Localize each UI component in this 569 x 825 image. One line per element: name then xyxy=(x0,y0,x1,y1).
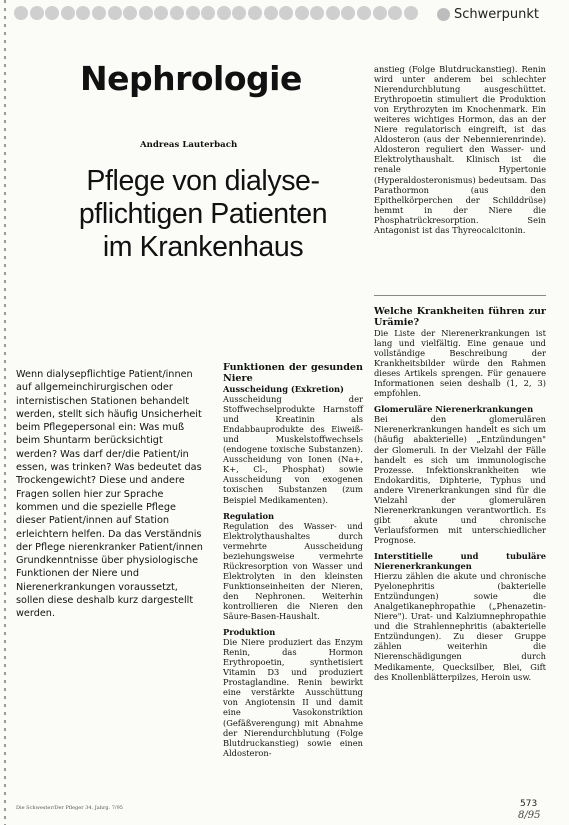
decorative-dot xyxy=(76,6,90,20)
decorative-dot xyxy=(30,6,44,20)
decorative-dot xyxy=(154,6,168,20)
decorative-dot xyxy=(186,6,200,20)
decorative-dot-row xyxy=(14,6,424,22)
column-2 xyxy=(223,362,363,758)
decorative-dot xyxy=(404,6,418,20)
bullet-icon xyxy=(437,8,450,21)
decorative-dot xyxy=(373,6,387,20)
decorative-dot xyxy=(295,6,309,20)
decorative-dot xyxy=(92,6,106,20)
lead-paragraph: Wenn dialysepflichtige Patient/innen auf allgemeinchirurgischen oder internistischen Stationen behandelt werden, stellt sich häufig Unsicherheit beim Pflegepersonal ein: Was muß beim Shuntarm berücksichtigt werden? Was darf der/die Patient/in essen, was trinken? Was bedeutet das Trockengewicht? Diese und andere Fragen sollen hier zur Sprache kommen und die spezielle Pflege dieser Patient/innen auf Station erleichtern helfen. Da das Verständnis der Pflege nierenkranker Patient/innen Grundkenntnisse über physiologische Funktionen der Niere und Nierenerkrankungen voraussetzt, sollen diese deshalb kurz dargestellt werden. xyxy=(16,369,203,620)
paragraph-hormone: anstieg (Folge Blutdruckanstieg). Renin wird unter anderem bei schlechter Nierendurchblutung ausgeschüttet. Erythropoetin stimuliert die Produktion von Erythrozyten im Knochenmark. Ein weiteres wichtiges Hormon, das an der Niere regulatorisch eingreift, ist das Aldosteron (aus der Nebennierenrinde). Aldosteron reguliert den Wasser- und Elektrolythaushalt. Klinisch ist die renale Hypertonie (Hyperaldosteronismus) bedeutsam. Das Parathormon (aus den Epithelkörperchen der Schilddrüse) hemmt in der Niere die Phosphatrückresorption. Sein Antagonist ist das Thyreocalcitonin. xyxy=(374,64,546,235)
title-line-2: pflichtigen Patienten xyxy=(78,198,328,230)
subheading-glomerulaere: Glomeruläre Nierenerkrankungen xyxy=(374,404,534,415)
title-line-3: im Krankenhaus xyxy=(102,231,304,263)
decorative-dot xyxy=(248,6,262,20)
decorative-dot xyxy=(326,6,340,20)
decorative-dot xyxy=(341,6,355,20)
decorative-dot xyxy=(232,6,246,20)
column-3-bottom xyxy=(374,306,546,682)
decorative-dot xyxy=(14,6,28,20)
decorative-dot xyxy=(201,6,215,20)
decorative-dot xyxy=(139,6,153,20)
decorative-dot xyxy=(264,6,278,20)
paragraph-interstitielle: Hierzu zählen die akute und chronische Pyelonephritis (bakterielle Entzündungen) sowie die Analgetikanephropathie („Phenazetin-Niere"). Urat- und Kalziumnephropathie und die Strahlennephritis (abakterielle Entzündungen). Zu dieser Gruppe zählen weiterhin die Nierenschädigungen durch Medikamente, Quecksilber, Blei, Gift des Knollenblätterpilzes, Heroin usw. xyxy=(374,571,546,682)
paragraph-uraemie: Die Liste der Nierenerkrankungen ist lang und vielfältig. Eine genaue und vollständige Beschreibung der Krankheitsbilder würde den Rahmen dieses Artikels sprengen. Für genauere Informationen seien deshalb (1, 2, 3) empfohlen. xyxy=(374,328,546,399)
decorative-dot xyxy=(279,6,293,20)
subheading-interstitielle: Interstitielle und tubuläre Nierenerkrankungen xyxy=(374,550,546,572)
footer-citation: Die Schwester/Der Pfleger 34. Jahrg. 7/95 xyxy=(16,805,123,811)
article-title xyxy=(44,165,362,264)
paragraph-regulation: Regulation des Wasser- und Elektrolythaushaltes durch vermehrte Ausscheidung beziehungsweise vermehrte Rückresorption von Wasser und Elektrolyten in den kleinsten Funktionseinheiten der Nieren, den Nephronen. Weiterhin kontrollieren die Nieren den Säure-Basen-Haushalt. xyxy=(223,520,363,622)
column-3-top xyxy=(374,64,546,235)
decorative-dot xyxy=(61,6,75,20)
handwritten-note: 8/95 xyxy=(518,810,541,821)
decorative-dot xyxy=(388,6,402,20)
decorative-dot xyxy=(217,6,231,20)
title-line-1: Pflege von dialyse- xyxy=(86,165,320,197)
page-number: 573 xyxy=(520,799,538,809)
author: Andreas Lauterbach xyxy=(140,140,238,150)
heading-uraemie: Welche Krankheiten führen zur Urämie? xyxy=(374,306,546,328)
binding-edge xyxy=(4,0,6,825)
article-lead xyxy=(16,368,204,621)
decorative-dot xyxy=(108,6,122,20)
decorative-dot xyxy=(45,6,59,20)
paragraph-ausscheidung: Ausscheidung der Stoffwechselprodukte Harnstoff und Kreatinin als Endabbauprodukte des Eiweiß- und Muskelstoffwechsels (endogene toxische Substanzen). Ausscheidung von Ionen (Na+, K+, Cl-, Phosphat) sowie Ausscheidung von exogenen toxischen Substanzen (zum Beispiel Medikamenten). xyxy=(223,394,363,505)
column-divider xyxy=(374,295,546,296)
heading-funktionen: Funktionen der gesunden Niere xyxy=(223,362,363,384)
section-tag xyxy=(437,6,539,22)
subheading-produktion: Produktion xyxy=(223,627,276,638)
department-heading: Nephrologie xyxy=(80,59,302,98)
paragraph-glomerulaere: Bei den glomerulären Nierenerkrankungen handelt es sich um (häufig abakterielle) „Entzündungen" der Glomeruli. In der Vielzahl der Fälle handelt es sich um immunologische Prozesse. Infektionskrankheiten wie Endokarditis, Diphterie, Typhus und andere Virenerkrankungen sind für die Vielzahl der glomerulären Nierenerkrankungen verantwortlich. Es gibt akute und chronische Verlaufsformen mit unterschiedlicher Prognose. xyxy=(374,414,546,545)
subheading-ausscheidung: Ausscheidung (Exkretion) xyxy=(223,384,344,394)
subheading-regulation: Regulation xyxy=(223,510,275,521)
paragraph-produktion: Die Niere produziert das Enzym Renin, das Hormon Erythropoetin, synthetisiert Vitamin D3 und produziert Prostaglandine. Renin bewirkt eine verstärkte Ausschüttung von Angiotensin II und damit eine Vasokonstriktion (Gefäßverengung) mit Abnahme der Nierendurchblutung (Folge Blutdruckanstieg) sowie einen Aldosteron- xyxy=(223,637,363,758)
section-label: Schwerpunkt xyxy=(454,6,539,22)
decorative-dot xyxy=(310,6,324,20)
decorative-dot xyxy=(170,6,184,20)
decorative-dot xyxy=(123,6,137,20)
decorative-dot xyxy=(357,6,371,20)
